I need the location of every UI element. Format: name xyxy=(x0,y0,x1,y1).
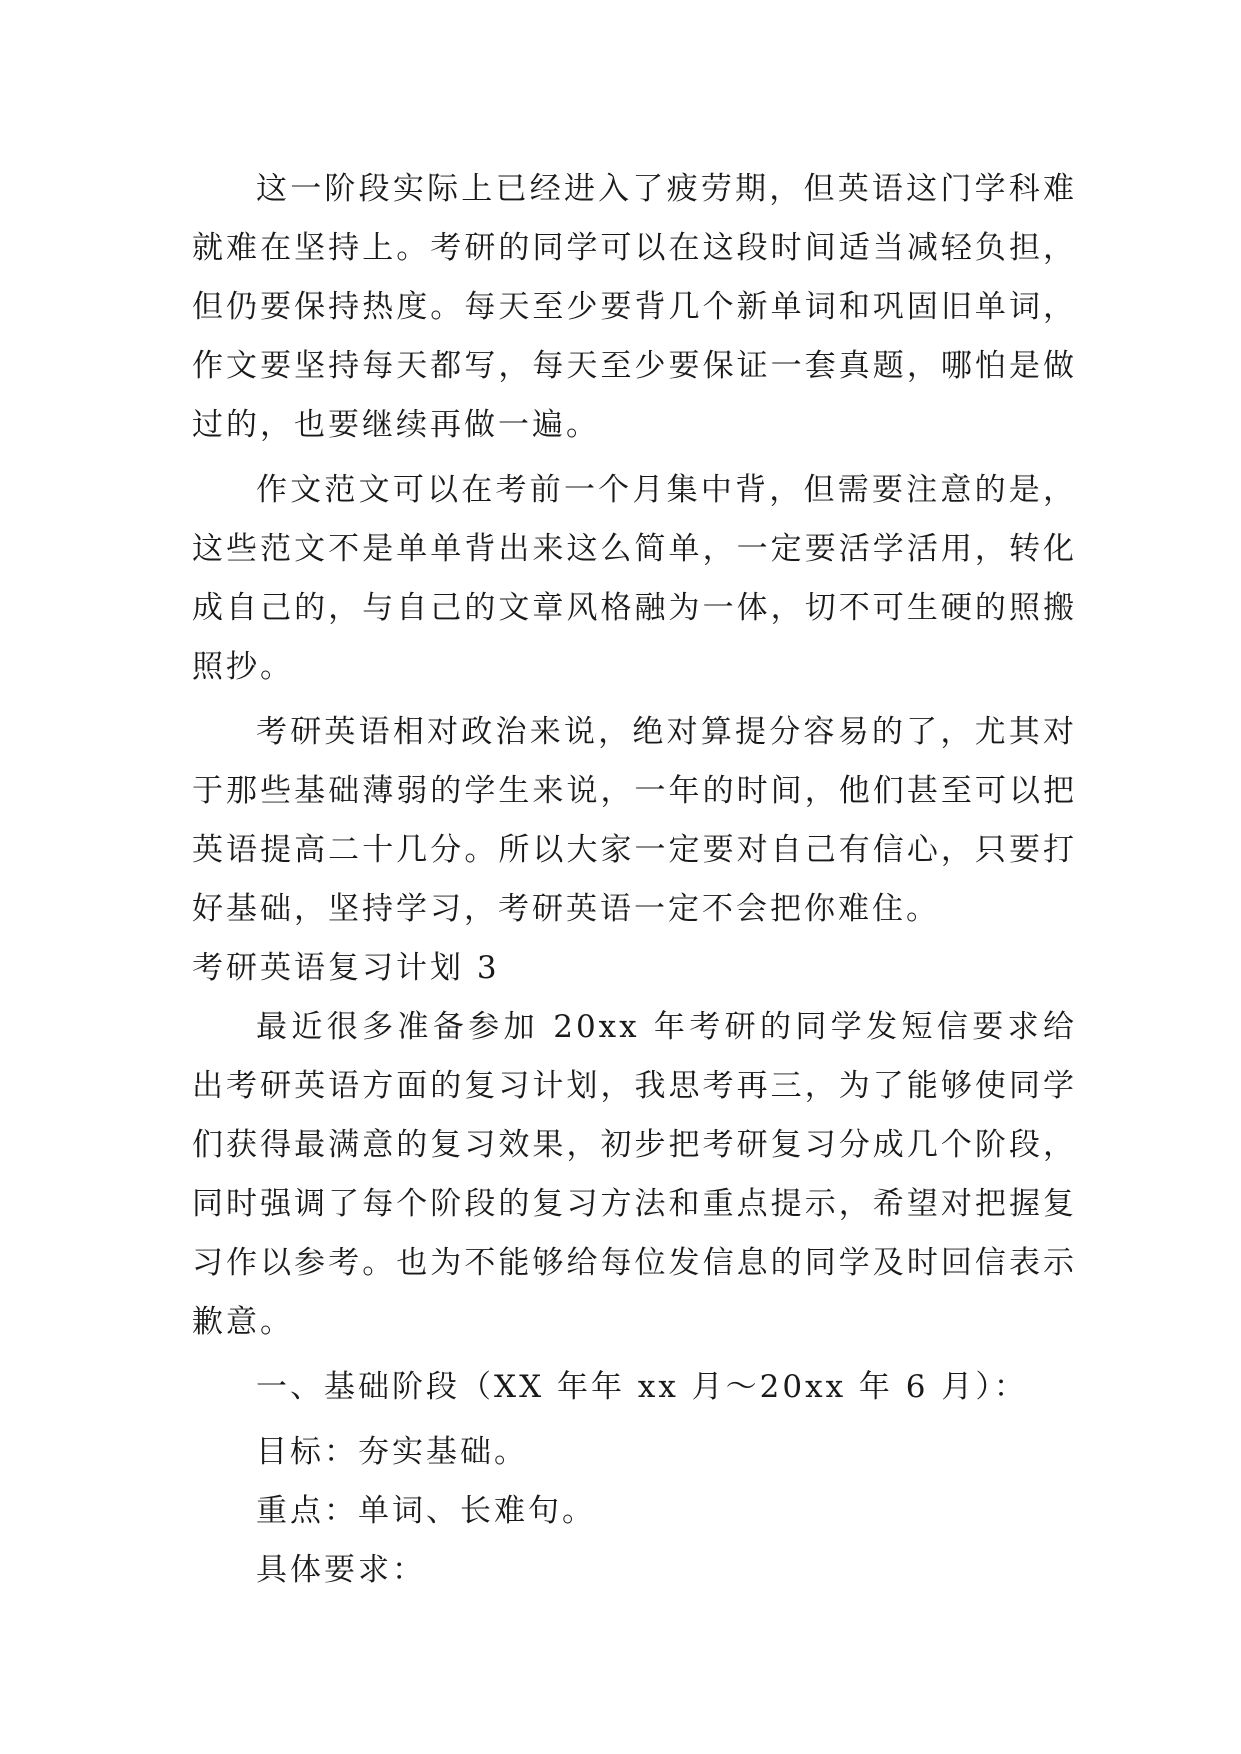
paragraph-intro: 最近很多准备参加 20xx 年考研的同学发短信要求给出考研英语方面的复习计划，我思考再三，为了能够使同学们获得最满意的复习效果，初步把考研复习分成几个阶段，同时强调了每个阶段的复习方法和重点提示，希望对把握复习作以参考。也为不能够给每位发信息的同学及时回信表示歉意。 xyxy=(192,1009,1077,1340)
document-body xyxy=(192,160,1077,1600)
section-heading: 考研英语复习计划 3 xyxy=(192,950,500,986)
stage-title: 一、基础阶段（XX 年年 xx 月～20xx 年 6 月）： xyxy=(256,1369,1028,1405)
paragraph-essay-samples: 作文范文可以在考前一个月集中背，但需要注意的是，这些范文不是单单背出来这么简单，一定要活学活用，转化成自己的，与自己的文章风格融为一体，切不可生硬的照搬照抄。 xyxy=(192,472,1077,685)
focus-line: 重点：单词、长难句。 xyxy=(256,1493,596,1529)
goal-line: 目标：夯实基础。 xyxy=(256,1434,528,1470)
paragraph-fatigue-period: 这一阶段实际上已经进入了疲劳期，但英语这门学科难就难在坚持上。考研的同学可以在这段时间适当减轻负担，但仍要保持热度。每天至少要背几个新单词和巩固旧单词，作文要坚持每天都写，每天至少要保证一套真题，哪怕是做过的，也要继续再做一遍。 xyxy=(192,171,1077,443)
paragraph-english-vs-politics: 考研英语相对政治来说，绝对算提分容易的了，尤其对于那些基础薄弱的学生来说，一年的时间，他们甚至可以把英语提高二十几分。所以大家一定要对自己有信心，只要打好基础，坚持学习，考研英语一定不会把你难住。 xyxy=(192,714,1077,927)
requirements-line: 具体要求： xyxy=(256,1552,426,1588)
